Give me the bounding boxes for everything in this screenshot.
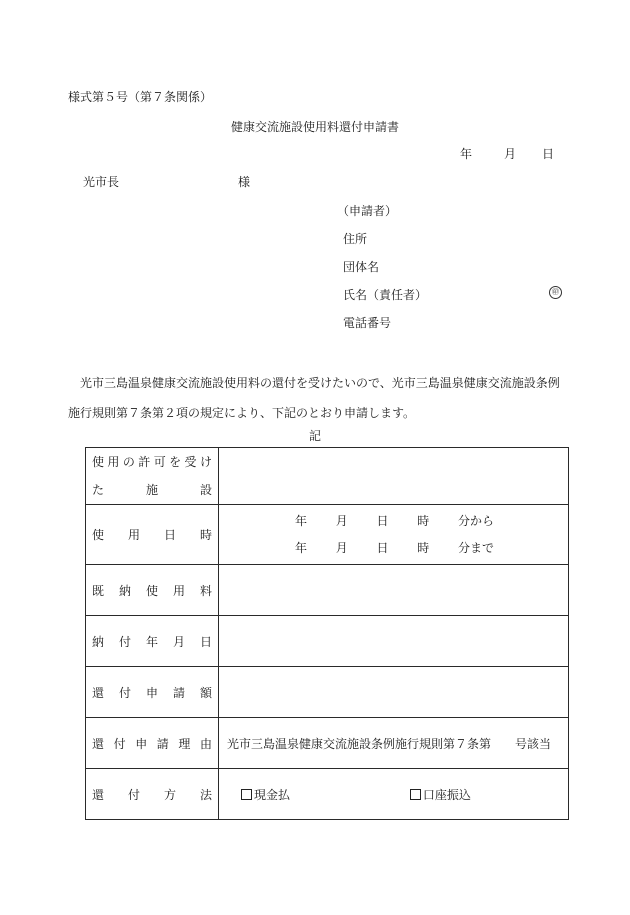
to-day-unit: 日 (376, 540, 389, 555)
facility-label (86, 448, 219, 505)
form-number: 様式第５号（第７条関係） (68, 90, 213, 104)
applicant-heading: （申請者） (337, 204, 398, 218)
cash-checkbox[interactable] (241, 789, 252, 800)
seal-icon: ㊞ (549, 286, 562, 299)
usage-datetime-label: 使用日時 (86, 505, 219, 565)
payment-date-field[interactable] (219, 616, 569, 667)
refund-amount-label: 還付申請額 (86, 667, 219, 718)
bank-transfer-option-label: 口座振込 (422, 787, 471, 802)
refund-reason-field: 光市三島温泉健康交流施設条例施行規則第７条第 号該当 (219, 718, 569, 769)
address-label: 住所 (343, 232, 368, 246)
to-year-unit: 年 (295, 540, 308, 555)
cash-option-label: 現金払 (254, 787, 291, 802)
bank-transfer-option[interactable] (410, 786, 471, 803)
group-name-label: 団体名 (343, 260, 380, 274)
date-year-label: 年 (460, 147, 473, 161)
application-statement: 光市三島温泉健康交流施設使用料の還付を受けたいので、光市三島温泉健康交流施設条例施行規則第７条第２項の規定により、下記のとおり申請します。 (68, 376, 560, 420)
refund-method-field (219, 769, 569, 820)
table-row-refund-reason (86, 718, 569, 769)
paid-fee-label: 既納使用料 (86, 565, 219, 616)
paid-fee-field[interactable] (219, 565, 569, 616)
table-row-paid-fee (86, 565, 569, 616)
honorific: 様 (238, 175, 251, 189)
table-row-payment-date (86, 616, 569, 667)
to-minute-unit: 分まで (457, 540, 494, 555)
table-row-refund-method (86, 769, 569, 820)
table-row-refund-amount (86, 667, 569, 718)
from-day-unit: 日 (376, 513, 389, 528)
ki-heading: 記 (308, 429, 321, 443)
from-hour-unit: 時 (417, 513, 430, 528)
table-row-facility (86, 448, 569, 505)
phone-label: 電話番号 (343, 316, 392, 330)
payment-date-label: 納付年月日 (86, 616, 219, 667)
form-title: 健康交流施設使用料還付申請書 (230, 120, 399, 134)
usage-datetime-field[interactable] (219, 505, 569, 565)
facility-field[interactable] (219, 448, 569, 505)
date-month-label: 月 (504, 147, 517, 161)
datetime-from (219, 508, 568, 535)
to-month-unit: 月 (335, 540, 348, 555)
refund-method-label: 還付方法 (86, 769, 219, 820)
table-row-usage-datetime (86, 505, 569, 565)
addressee: 光市長 (83, 175, 120, 189)
application-table (85, 447, 569, 820)
application-date (460, 145, 554, 162)
facility-label-line2: た 施 設 (92, 483, 212, 497)
from-month-unit: 月 (335, 513, 348, 528)
bank-transfer-checkbox[interactable] (410, 789, 421, 800)
from-minute-unit: 分から (457, 513, 494, 528)
from-year-unit: 年 (295, 513, 308, 528)
date-day-label: 日 (542, 147, 555, 161)
responsible-name-label: 氏名（責任者） (343, 288, 428, 302)
to-hour-unit: 時 (417, 540, 430, 555)
datetime-to (219, 535, 568, 562)
facility-label-line1: 使用の許可を受け (92, 455, 212, 469)
refund-reason-label: 還付申請理由 (86, 718, 219, 769)
cash-option[interactable] (241, 786, 406, 803)
refund-amount-field[interactable] (219, 667, 569, 718)
